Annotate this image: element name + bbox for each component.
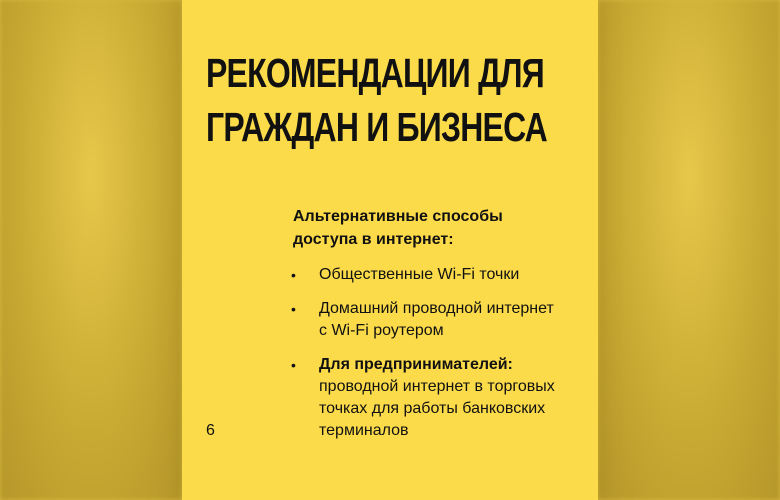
- list-item: [285, 354, 585, 442]
- subheading-line-2: доступа в интернет:: [293, 231, 454, 248]
- list-item: [285, 298, 585, 342]
- subheading-line-1: Альтернативные способы: [293, 208, 503, 225]
- blurred-background-right: [598, 0, 780, 500]
- section-subheading: [293, 205, 573, 251]
- title-line-1: РЕКОМЕНДАЦИИ ДЛЯ: [206, 50, 544, 96]
- title-line-2: ГРАЖДАН И БИЗНЕСА: [206, 104, 547, 150]
- bullet-icon: •: [291, 267, 296, 283]
- list-item-text: терминалов: [319, 422, 409, 439]
- slide-card: [182, 0, 598, 500]
- bullet-icon: •: [291, 301, 296, 317]
- list-item: [285, 264, 585, 286]
- list-item-text: проводной интернет в торговых: [319, 378, 555, 395]
- bullet-icon: •: [291, 357, 296, 373]
- recommendation-list: [285, 264, 585, 454]
- list-item-text: с Wi-Fi роутером: [319, 322, 444, 339]
- page-number: 6: [206, 422, 215, 439]
- blurred-background-left: [0, 0, 182, 500]
- list-item-text: точках для работы банковских: [319, 400, 546, 417]
- list-item-text: Домашний проводной интернет: [319, 300, 554, 317]
- list-item-text: Общественные Wi-Fi точки: [319, 266, 520, 283]
- list-item-bold-label: Для предпринимателей:: [319, 356, 513, 373]
- slide-title: [206, 46, 547, 154]
